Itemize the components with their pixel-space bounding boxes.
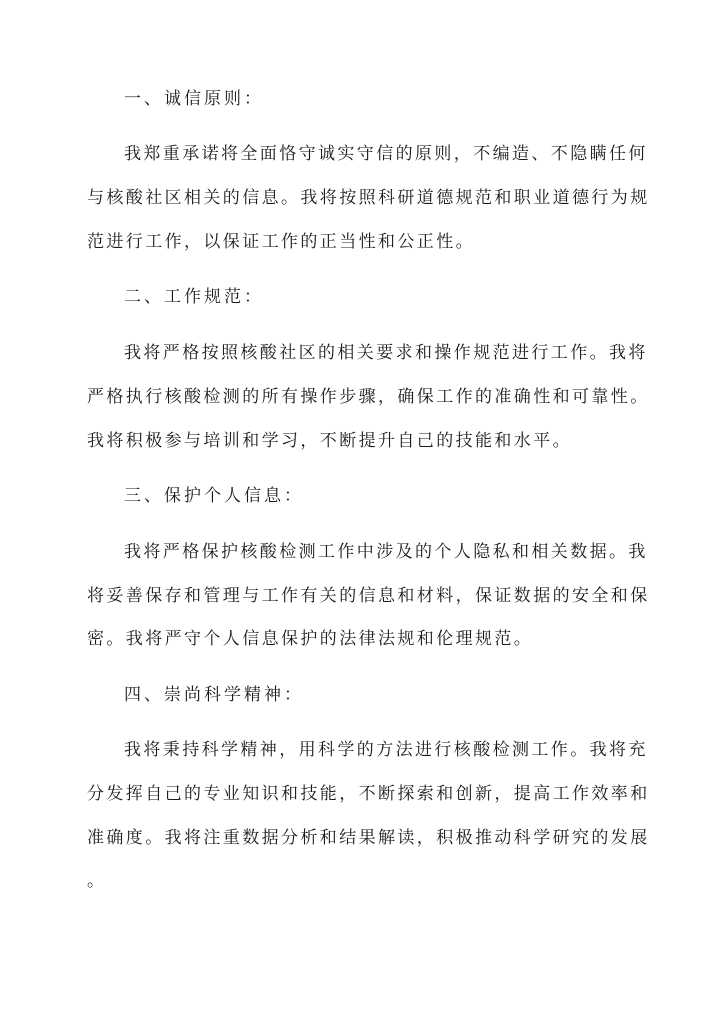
section-4-line-1: 我将秉持科学精神，用科学的方法进行核酸检测工作。我将充 [124,740,648,760]
section-2-line-2: 严格执行核酸检测的所有操作步骤，确保工作的准确性和可靠性。 [87,387,650,407]
section-1-line-1: 我郑重承诺将全面恪守诚实守信的原则，不编造、不隐瞒任何 [124,144,648,164]
section-3-heading: 三、保护个人信息： [124,486,304,506]
section-4-line-3: 准确度。我将注重数据分析和结果解读，积极推动科学研究的发展 [87,828,650,848]
section-3-line-2: 将妥善保存和管理与工作有关的信息和材料，保证数据的安全和保 [87,586,650,606]
section-2-heading: 二、工作规范： [124,287,264,307]
section-2-line-1: 我将严格按照核酸社区的相关要求和操作规范进行工作。我将 [124,343,648,363]
section-4-heading: 四、崇尚科学精神： [124,685,304,705]
section-4-line-2: 分发挥自己的专业知识和技能，不断探索和创新，提高工作效率和 [87,784,650,804]
section-4-line-4: 。 [87,871,107,891]
section-3-line-3: 密。我将严守个人信息保护的法律法规和伦理规范。 [87,629,534,649]
section-1-heading: 一、诚信原则： [124,89,264,109]
section-1-line-3: 范进行工作，以保证工作的正当性和公正性。 [87,232,475,252]
section-2-line-3: 我将积极参与培训和学习，不断提升自己的技能和水平。 [87,431,572,451]
section-1-line-2: 与核酸社区相关的信息。我将按照科研道德规范和职业道德行为规 [87,188,650,208]
section-3-line-1: 我将严格保护核酸检测工作中涉及的个人隐私和相关数据。我 [124,542,648,562]
